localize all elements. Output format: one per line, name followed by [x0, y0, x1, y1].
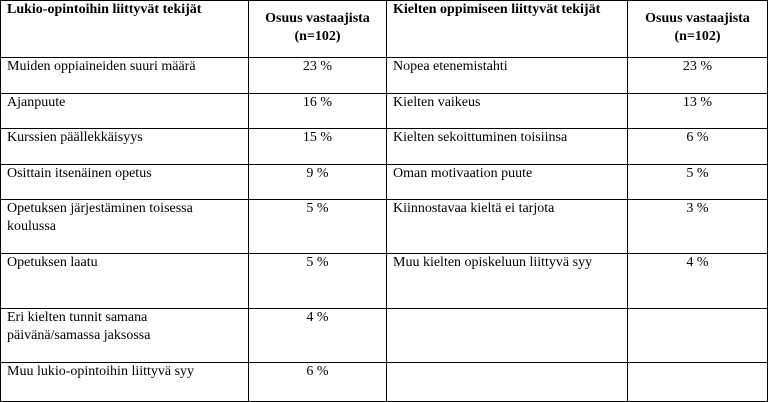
table-row: [1, 58, 768, 94]
cell-empty: [387, 309, 628, 363]
table-row: [1, 363, 768, 402]
cell-share: 6 %: [628, 129, 768, 165]
cell-empty: [628, 363, 768, 402]
header-share-respondents-1: Osuus vastaajista (n=102): [249, 1, 387, 58]
cell-factor: Osittain itsenäinen opetus: [1, 165, 249, 200]
table-row: [1, 129, 768, 165]
header-share-respondents-2: Osuus vastaajista (n=102): [628, 1, 768, 58]
cell-factor: Ajanpuute: [1, 94, 249, 129]
cell-share: 5 %: [249, 200, 387, 254]
cell-share: 6 %: [249, 363, 387, 402]
header-row: [1, 1, 768, 58]
cell-factor: Kielten sekoittuminen toisiinsa: [387, 129, 628, 165]
cell-share: 23 %: [628, 58, 768, 94]
cell-factor: Muu kielten opiskeluun liittyvä syy: [387, 254, 628, 309]
cell-share: 23 %: [249, 58, 387, 94]
cell-share: 4 %: [249, 309, 387, 363]
cell-share: 4 %: [628, 254, 768, 309]
cell-share: 13 %: [628, 94, 768, 129]
header-upper-secondary-factors: Lukio-opintoihin liittyvät tekijät: [1, 1, 249, 58]
cell-share: 15 %: [249, 129, 387, 165]
cell-factor: Oman motivaation puute: [387, 165, 628, 200]
cell-share: 3 %: [628, 200, 768, 254]
cell-factor: Muiden oppiaineiden suuri määrä: [1, 58, 249, 94]
cell-factor: Eri kielten tunnit samana päivänä/samassa jaksossa: [1, 309, 249, 363]
cell-factor: Kiinnostavaa kieltä ei tarjota: [387, 200, 628, 254]
table-row: [1, 94, 768, 129]
cell-share: 16 %: [249, 94, 387, 129]
table-row: [1, 165, 768, 200]
table-row: [1, 200, 768, 254]
cell-empty: [387, 363, 628, 402]
cell-factor: Kielten vaikeus: [387, 94, 628, 129]
cell-factor: Opetuksen laatu: [1, 254, 249, 309]
cell-factor: Nopea etenemistahti: [387, 58, 628, 94]
cell-factor: Muu lukio-opintoihin liittyvä syy: [1, 363, 249, 402]
table-row: [1, 254, 768, 309]
cell-share: 9 %: [249, 165, 387, 200]
cell-empty: [628, 309, 768, 363]
table-row: [1, 309, 768, 363]
header-language-learning-factors: Kielten oppimiseen liittyvät tekijät: [387, 1, 628, 58]
cell-share: 5 %: [249, 254, 387, 309]
cell-factor: Opetuksen järjestäminen toisessa koulussa: [1, 200, 249, 254]
cell-share: 5 %: [628, 165, 768, 200]
cell-factor: Kurssien päällekkäisyys: [1, 129, 249, 165]
